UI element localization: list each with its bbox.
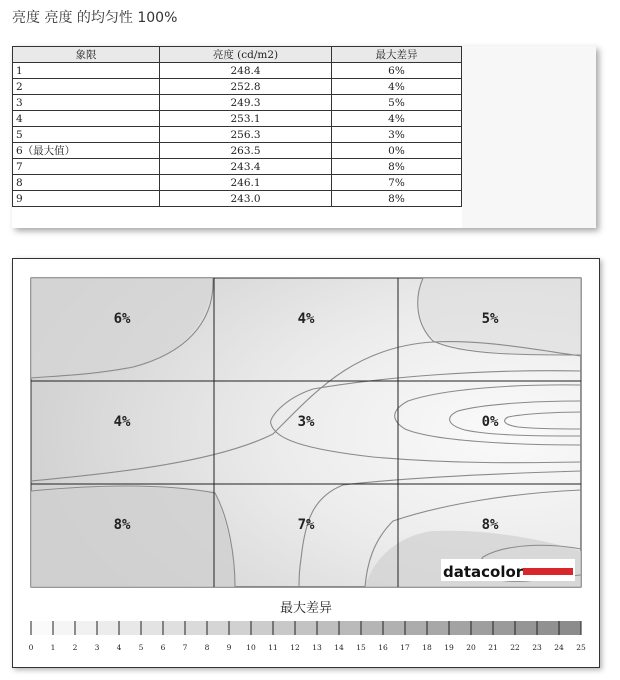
table-row xyxy=(13,95,462,111)
column-header-max-difference: 最大差异 xyxy=(332,47,462,63)
legend-step xyxy=(75,621,97,635)
difference-cell: 4% xyxy=(332,111,462,127)
legend-step xyxy=(471,621,493,635)
legend-tick-label: 20 xyxy=(466,643,476,652)
legend-step xyxy=(493,621,515,635)
legend-tick-label: 14 xyxy=(334,643,344,652)
legend-tick-label: 17 xyxy=(400,643,410,652)
luminance-cell: 249.3 xyxy=(160,95,332,111)
table-row xyxy=(13,63,462,79)
uniformity-contour-card xyxy=(12,258,600,668)
uniformity-table xyxy=(12,46,462,207)
contour-region xyxy=(31,487,235,587)
quadrant-cell: 3 xyxy=(13,95,160,111)
quadrant-cell: 9 xyxy=(13,191,160,207)
legend-tick-label: 6 xyxy=(160,643,166,652)
quadrant-cell: 2 xyxy=(13,79,160,95)
quadrant-cell: 7 xyxy=(13,159,160,175)
legend-tick-label: 12 xyxy=(290,643,300,652)
table-row xyxy=(13,175,462,191)
legend-tick-label: 15 xyxy=(356,643,366,652)
table-row xyxy=(13,111,462,127)
luminance-cell: 253.1 xyxy=(160,111,332,127)
legend-tick-label: 16 xyxy=(378,643,388,652)
legend-step xyxy=(339,621,361,635)
cell-value-label: 4% xyxy=(113,414,131,430)
legend-step xyxy=(273,621,295,635)
legend-steps xyxy=(31,621,581,635)
legend-tick-label: 4 xyxy=(116,643,122,652)
table-row xyxy=(13,159,462,175)
legend-step xyxy=(405,621,427,635)
legend-tick-label: 2 xyxy=(72,643,78,652)
legend-tick-label: 5 xyxy=(138,643,144,652)
contour-plot xyxy=(31,278,581,587)
uniformity-table-card xyxy=(12,46,596,228)
cell-value-label: 5% xyxy=(481,311,499,327)
legend-tick-label: 21 xyxy=(488,643,498,652)
legend-step xyxy=(119,621,141,635)
cell-value-label: 6% xyxy=(113,311,131,327)
luminance-cell: 246.1 xyxy=(160,175,332,191)
difference-cell: 8% xyxy=(332,191,462,207)
luminance-cell: 263.5 xyxy=(160,143,332,159)
legend-step xyxy=(559,621,581,635)
column-header-luminance: 亮度 (cd/m2) xyxy=(160,47,332,63)
cell-value-label: 8% xyxy=(113,517,131,533)
legend-labels xyxy=(29,643,586,652)
legend-step xyxy=(295,621,317,635)
difference-cell: 5% xyxy=(332,95,462,111)
difference-cell: 7% xyxy=(332,175,462,191)
quadrant-cell: 8 xyxy=(13,175,160,191)
logo-bar xyxy=(523,568,573,575)
legend-tick-label: 7 xyxy=(182,643,188,652)
quadrant-cell: 5 xyxy=(13,127,160,143)
table-row xyxy=(13,191,462,207)
legend-step xyxy=(97,621,119,635)
luminance-cell: 252.8 xyxy=(160,79,332,95)
legend-step xyxy=(449,621,471,635)
difference-cell: 0% xyxy=(332,143,462,159)
cell-value-label: 7% xyxy=(297,517,315,533)
legend-tick-label: 19 xyxy=(444,643,454,652)
luminance-cell: 248.4 xyxy=(160,63,332,79)
legend xyxy=(29,600,586,652)
uniformity-contour-chart xyxy=(13,259,599,667)
legend-tick-label: 1 xyxy=(50,643,56,652)
table-row xyxy=(13,127,462,143)
legend-step xyxy=(317,621,339,635)
legend-tick-label: 24 xyxy=(554,643,564,652)
legend-tick-label: 25 xyxy=(576,643,586,652)
quadrant-cell: 1 xyxy=(13,63,160,79)
legend-step xyxy=(251,621,273,635)
table-row xyxy=(13,79,462,95)
luminance-cell: 256.3 xyxy=(160,127,332,143)
cell-value-label: 4% xyxy=(297,311,315,327)
legend-tick-label: 10 xyxy=(246,643,256,652)
quadrant-cell: 6（最大值） xyxy=(13,143,160,159)
difference-cell: 3% xyxy=(332,127,462,143)
legend-tick-label: 3 xyxy=(94,643,100,652)
legend-tick-label: 9 xyxy=(226,643,232,652)
difference-cell: 6% xyxy=(332,63,462,79)
cell-value-label: 3% xyxy=(297,414,315,430)
legend-tick-label: 22 xyxy=(510,643,520,652)
legend-tick-label: 23 xyxy=(532,643,542,652)
cell-value-label: 0% xyxy=(481,414,499,430)
legend-step xyxy=(537,621,559,635)
legend-tick-label: 0 xyxy=(28,643,34,652)
legend-tick-label: 18 xyxy=(422,643,432,652)
legend-step xyxy=(515,621,537,635)
legend-step xyxy=(185,621,207,635)
quadrant-cell: 4 xyxy=(13,111,160,127)
table-header-row xyxy=(13,47,462,63)
difference-cell: 8% xyxy=(332,159,462,175)
luminance-cell: 243.0 xyxy=(160,191,332,207)
legend-title: 最大差异 xyxy=(279,601,333,616)
legend-step xyxy=(53,621,75,635)
legend-step xyxy=(207,621,229,635)
cell-value-label: 8% xyxy=(481,517,499,533)
legend-step xyxy=(427,621,449,635)
column-header-quadrant: 象限 xyxy=(13,47,160,63)
difference-cell: 4% xyxy=(332,79,462,95)
legend-tick-label: 8 xyxy=(204,643,210,652)
legend-step xyxy=(229,621,251,635)
legend-step xyxy=(31,621,53,635)
legend-step xyxy=(141,621,163,635)
legend-tick-label: 13 xyxy=(312,643,322,652)
legend-step xyxy=(361,621,383,635)
legend-tick-label: 11 xyxy=(268,643,278,652)
legend-step xyxy=(163,621,185,635)
legend-step xyxy=(383,621,405,635)
page-title: 亮度 亮度 的均匀性 100% xyxy=(12,10,178,26)
logo-text: datacolor xyxy=(443,563,524,581)
luminance-cell: 243.4 xyxy=(160,159,332,175)
datacolor-logo xyxy=(441,559,575,581)
table-row xyxy=(13,143,462,159)
